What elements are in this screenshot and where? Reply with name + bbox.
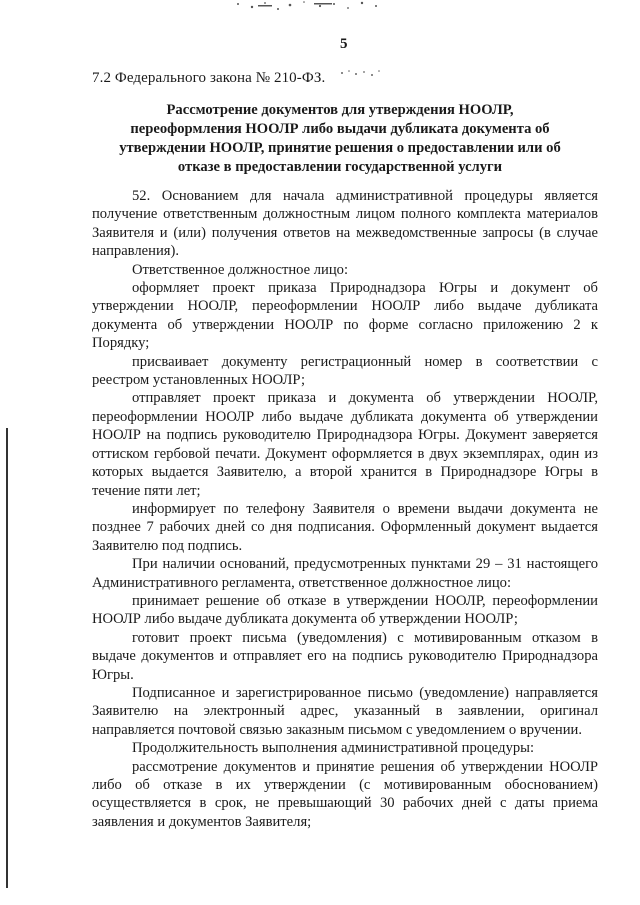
paragraph: Продолжительность выполнения административной процедуры: <box>132 740 535 757</box>
paragraph: информирует по телефону Заявителя о времени выдачи документа не позднее 7 рабочих дней со дня подписания. Оформленный документ выдается Заявителю под подпись. <box>92 500 598 554</box>
paragraph: отправляет проект приказа и документа об утверждении НООЛР, переоформлении НООЛР либо выдаче дубликата документа об утверждении НООЛР на подпись руководителю Природнадзора Югры. Документ заверяется оттиском гербовой печати. Документ оформляется в двух экземплярах, один из которых выдается Заявителю, а второй хранится в Природнадзоре Югры в течение пяти лет; <box>92 390 598 499</box>
page-number: 5 <box>340 36 348 52</box>
heading-line: утверждении НООЛР, принятие решения о предоставлении или об <box>119 140 561 156</box>
paragraph: Подписанное и зарегистрированное письмо (уведомление) направляется Заявителю на электронный адрес, указанный в заявлении, оригинал направляется почтовой связью заказным письмом с уведомлением о вручении. <box>92 684 598 738</box>
scan-speck-mark <box>339 68 383 78</box>
scan-noise-mark <box>230 0 390 14</box>
paragraph: принимает решение об отказе в утверждении НООЛР, переоформлении НООЛР либо выдаче дубликата документа об утверждении НООЛР; <box>92 592 598 628</box>
continuation-text: 7.2 Федерального закона № 210-ФЗ. <box>92 70 326 86</box>
section-heading <box>98 101 582 177</box>
heading-line: Рассмотрение документов для утверждения НООЛР, <box>166 102 514 118</box>
paragraph: готовит проект письма (уведомления) с мотивированным отказом в выдаче документов и отправляет его на подпись руководителю Природнадзора Югры. <box>92 629 598 683</box>
continuation-line <box>92 68 383 87</box>
paragraph: 52. Основанием для начала административной процедуры является получение ответственным должностным лицом полного комплекта материалов Заявителя и (или) получения ответов на межведомственные запросы (в случае направления). <box>92 188 598 260</box>
paragraph: рассмотрение документов и принятие решения об утверждении НООЛР либо об отказе в их утверждении (с мотивированным обоснованием) осуществляется в срок, не превышающий 30 рабочих дней с даты приема заявления и документов Заявителя; <box>92 758 598 830</box>
heading-line: переоформления НООЛР либо выдачи дубликата документа об <box>130 121 550 137</box>
paragraph: оформляет проект приказа Природнадзора Югры и документ об утверждении НООЛР, переоформлении НООЛР либо выдаче дубликата документа об утверждении НООЛР по форме согласно приложению 2 к Порядку; <box>92 280 598 352</box>
paragraph: При наличии оснований, предусмотренных пунктами 29 – 31 настоящего Административного регламента, ответственное должностное лицо: <box>92 556 598 591</box>
paragraph: Ответственное должностное лицо: <box>132 261 348 278</box>
heading-line: отказе в предоставлении государственной услуги <box>177 159 503 175</box>
paragraph: присваивает документу регистрационный номер в соответствии с реестром установленных НООЛР; <box>92 353 598 389</box>
scan-edge-line <box>6 428 8 888</box>
document-body <box>92 187 598 831</box>
